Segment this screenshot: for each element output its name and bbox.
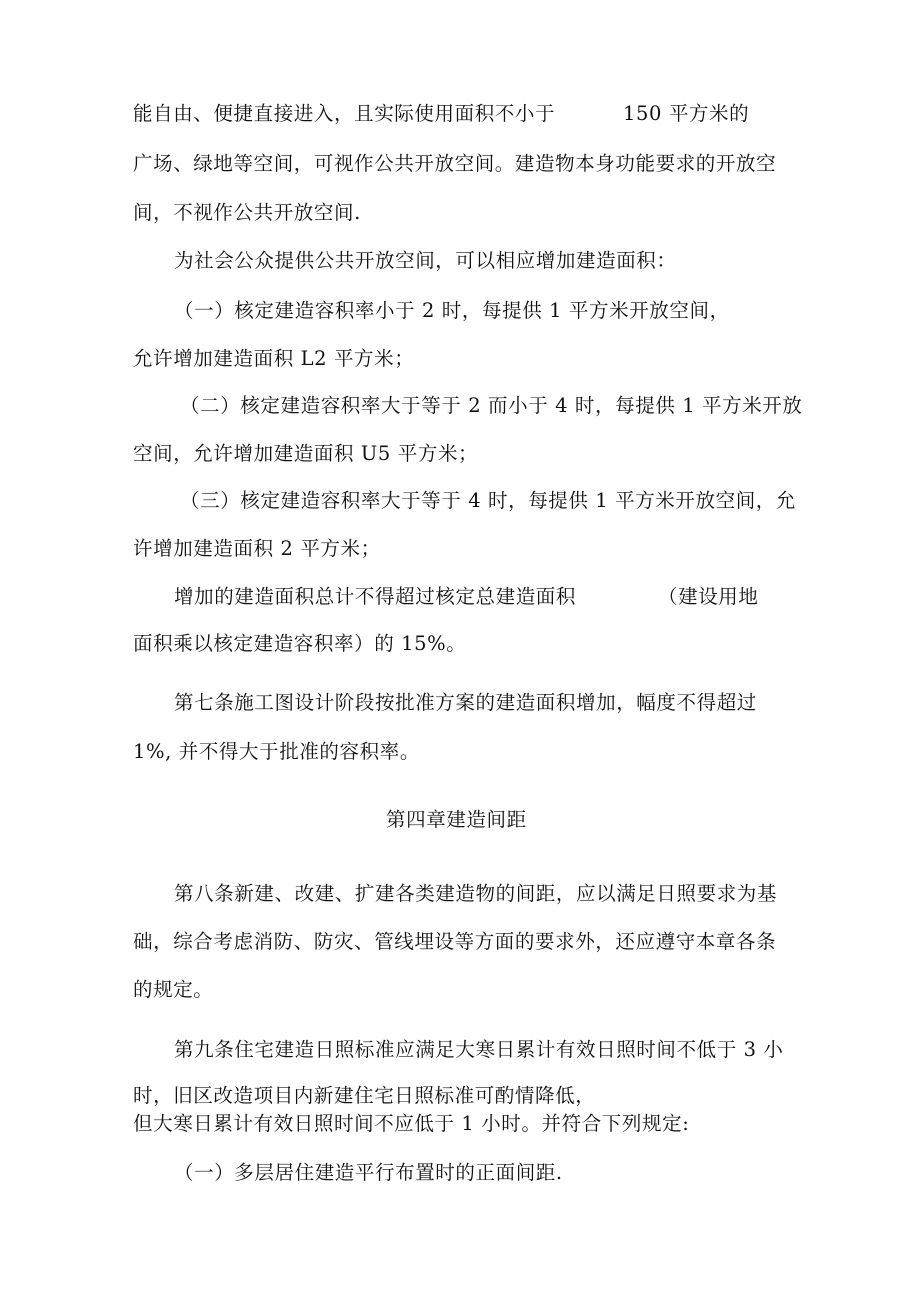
text-line-9: （三）核定建造容积率大于等于 4 时，每提供 1 平方米开放空间，允: [180, 489, 797, 512]
text-line-19: 时，旧区改造项目内新建住宅日照标准可酌情降低，: [133, 1084, 596, 1107]
text-line-1-end: 150 平方米的: [623, 102, 750, 125]
text-line-10: 许增加建造面积 2 平方米；: [133, 537, 381, 560]
chapter-heading: 第四章建造间距: [386, 808, 527, 831]
text-line-15: 第八条新建、改建、扩建各类建造物的间距，应以满足日照要求为基: [174, 882, 778, 905]
text-line-14: 1%, 并不得大于批准的容积率。: [133, 740, 420, 763]
text-line-12: 面积乘以核定建造容积率）的 15%。: [133, 632, 467, 655]
text-line-3: 间，不视作公共开放空间.: [133, 201, 361, 224]
text-line-5: （一）核定建造容积率小于 2 时，每提供 1 平方米开放空间，: [174, 299, 730, 322]
text-line-4: 为社会公众提供公共开放空间，可以相应增加建造面积：: [174, 249, 677, 272]
text-line-8: 空间，允许增加建造面积 U5 平方米；: [133, 442, 479, 465]
text-line-2: 广场、绿地等空间，可视作公共开放空间。建造物本身功能要求的开放空: [133, 152, 777, 175]
text-line-6: 允许增加建造面积 L2 平方米；: [133, 347, 415, 370]
text-line-16: 础，综合考虑消防、防灾、管线埋设等方面的要求外，还应遵守本章各条: [133, 930, 777, 953]
text-line-13: 第七条施工图设计阶段按批准方案的建造面积增加，幅度不得超过: [174, 691, 757, 714]
text-line-11-end: （建设用地: [658, 585, 759, 608]
text-line-11-start: 增加的建造面积总计不得超过核定总建造面积: [174, 585, 577, 608]
text-line-7: （二）核定建造容积率大于等于 2 而小于 4 时，每提供 1 平方米开放: [180, 394, 803, 417]
text-line-18: 第九条住宅建造日照标准应满足大寒日累计有效日照时间不低于 3 小: [174, 1038, 784, 1061]
text-line-17: 的规定。: [133, 978, 214, 1001]
text-line-20: 但大寒日累计有效日照时间不应低于 1 小时。并符合下列规定:: [133, 1112, 690, 1135]
text-line-1-start: 能自由、便捷直接进入，且实际使用面积不小于: [133, 102, 556, 125]
text-line-21: （一）多层居住建造平行布置时的正面间距.: [174, 1161, 563, 1184]
